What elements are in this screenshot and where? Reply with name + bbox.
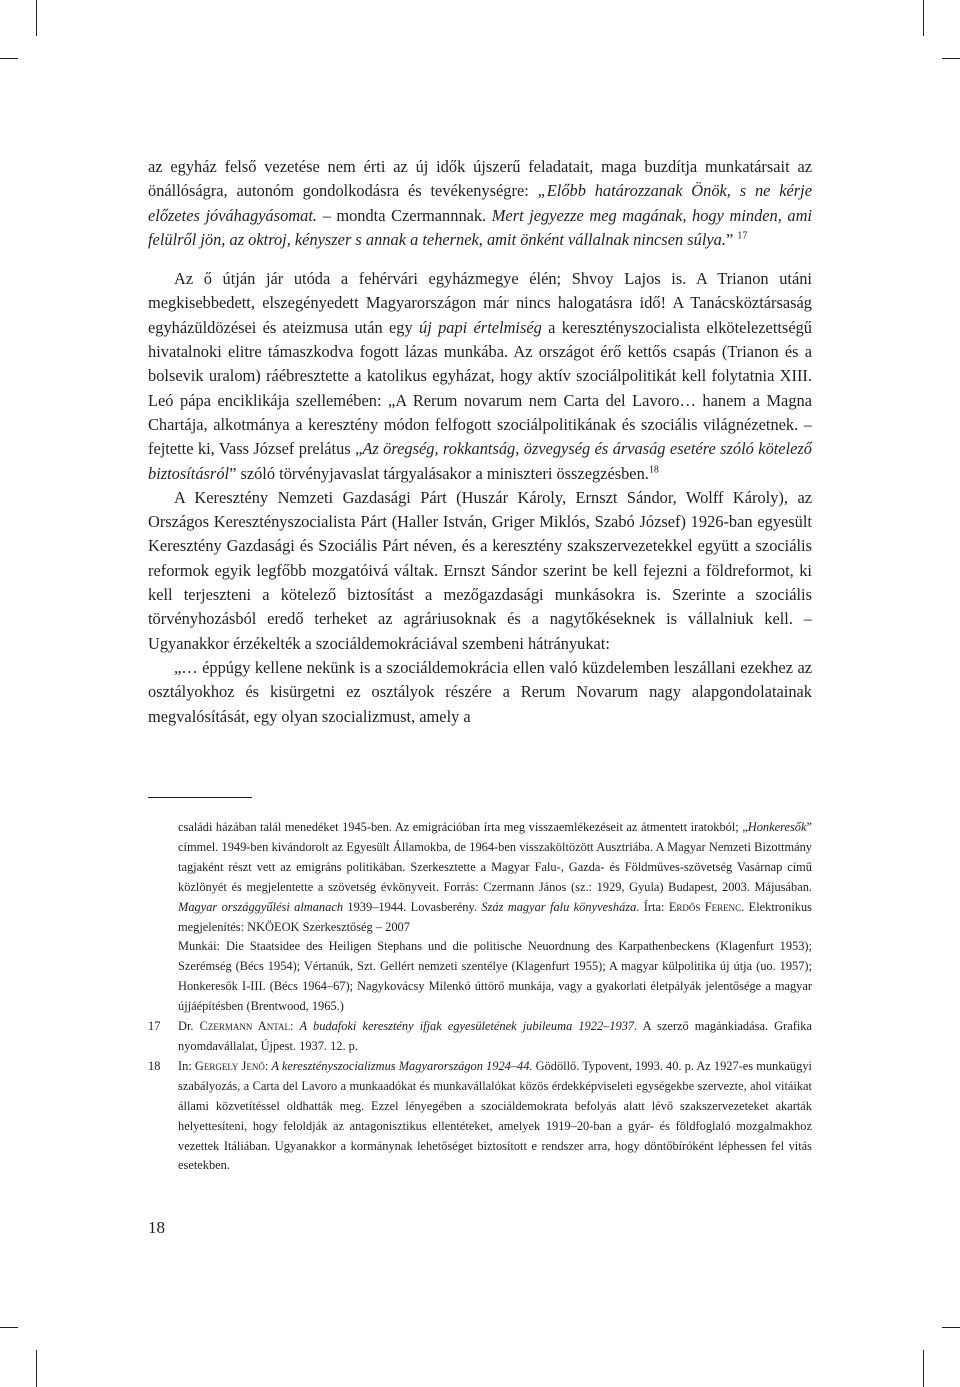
footnote-works: Munkái: Die Staatsidee des Heiligen Stephans und die politische Neuordnung des Karpathenbeckens (Klagenfurt 1953); Szerémség (Bécs 1954); Vértanúk, Szt. Gellért nemzeti szentélye (Klagenfurt 1955); A magyar külpolitika új útja (uo. 1957); Honkeresők I-III. (Bécs 1964–67); Nagykovácsy Milenkó úttörő munkája, vagy a gyakorlati életpályák jelentősége a magyar újjáépítésben (Brentwood, 1965.) bbox=[178, 939, 812, 1014]
text-span: In: bbox=[178, 1058, 195, 1073]
text-span: . Elektronikus megjelenítés: NKÖEOK Szerkesztőség – 2007 bbox=[178, 899, 812, 934]
crop-mark bbox=[923, 0, 924, 36]
footnotes bbox=[148, 818, 812, 1176]
text-span: . Írta: bbox=[636, 899, 669, 914]
paragraph-3: A Keresztény Nemzeti Gazdasági Párt (Huszár Károly, Ernszt Sándor, Wolff Károly), az Országos Keresztényszocialista Párt (Haller István, Griger Miklós, Szabó József) 1926-ban egyesült Keresztény Gazdasági és Szociális Párt néven, és a keresztény szakszervezetekkel együtt a szociális reformok egyik legfőbb mozgatóivá váltak. Ernszt Sándor szerint be kell fejezni a földreformot, ki kell terjeszteni a kötelező biztosítást a mezőgazdasági munkásokra is. Szerinte a szociális törvényhozásból eredő terheket az agráriusoknak és a nagytőkéseknek is vállalniuk kell. – Ugyanakkor érzékelték a szociáldemokráciával szembeni hátrányukat: bbox=[148, 487, 812, 653]
paragraph-1 bbox=[148, 155, 812, 252]
text-span: az egyház felső vezetése nem érti az új idők újszerű feladatait, maga buzdítja munkatársait az önállóságra, autonóm gondolkodásra és tevékenységre: bbox=[148, 157, 812, 201]
crop-mark bbox=[942, 58, 960, 59]
text-span: 1939–1944. Lovasberény. bbox=[343, 899, 482, 914]
page-number: 18 bbox=[148, 1218, 165, 1237]
italic-title: Magyar országgyűlési almanach bbox=[178, 899, 344, 914]
crop-mark bbox=[36, 1350, 37, 1387]
paragraph-2 bbox=[148, 267, 812, 486]
italic-title: Száz magyar falu könyvesháza bbox=[481, 899, 637, 914]
italic-title: Az öregség, rokkantság, özvegység és árvaság esetére szóló kötelező biztosításról bbox=[148, 439, 812, 483]
italic-term: új papi értelmiség bbox=[419, 317, 542, 337]
text-span: ” címmel. 1949-ben kivándorolt az Egyesült Államokba, de 1964-ben visszaköltözött Ausztriába. A Magyar Nemzeti Bizottmány tagjaként részt vett az emigráns politikában. Szerkesztette a Magyar Falu-, Gazda- és Földműves-szövetség Vasárnap című közlönyét és megjelentette a szövetség évkönyveit. Forrás: Czermann János (sz.: 1929, Gyula) Budapest, 2003. Májusában. bbox=[178, 820, 812, 894]
text-span: ” bbox=[725, 229, 738, 249]
text-span: családi házában talál menedéket 1945-ben. Az emigrációban írta meg visszaemlékezéseit az átmentett iratokból; „ bbox=[178, 820, 748, 834]
text-span: : bbox=[264, 1058, 272, 1073]
italic-title: A keresztényszocializmus Magyarországon 1924–44. bbox=[271, 1058, 533, 1073]
crop-mark bbox=[0, 58, 18, 59]
italic-title: Honkeresők bbox=[747, 820, 807, 834]
main-text bbox=[148, 155, 812, 729]
text-span: – mondta Czermannnak. bbox=[317, 205, 492, 225]
footnote-18 bbox=[148, 1057, 812, 1176]
footnote-rule bbox=[148, 797, 252, 798]
author-name: Erdős Ferenc bbox=[668, 899, 742, 914]
paragraph-4: „… éppúgy kellene nekünk is a szociáldemokrácia ellen való küzdelemben leszállani ezekhez az osztályokhoz és kisürgetni ez osztályok részére a Rerum Novarum nagy alapgondolatainak megvalósítását, egy olyan szocializmust, amely a bbox=[148, 657, 812, 726]
footnote-number: 17 bbox=[148, 1019, 161, 1034]
text-span: Az ő útján jár utóda a fehérvári egyházmegye élén; Shvoy Lajos is. A Trianon utáni megkisebbedett, elszegényedett Magyarországon már nincs halogatásra idő! A Tanácsköztársaság egyházüldözései és ateizmusa után egy bbox=[148, 269, 812, 337]
text-span: A szerző magánkiadása. Grafika nyomdavállalat, Újpest. 1937. 12. p. bbox=[178, 1019, 812, 1053]
author-name: Gergely Jenő bbox=[194, 1058, 265, 1073]
crop-mark bbox=[923, 1350, 924, 1387]
footnote-number: 18 bbox=[148, 1058, 161, 1073]
text-span: Dr. bbox=[178, 1019, 200, 1034]
footnote-continuation bbox=[148, 818, 812, 937]
quote-italic: „Előbb határozzanak Önök, s ne kérje előzetes jóváhagyásomat. bbox=[148, 181, 812, 225]
quote-italic: Mert jegyezze meg magának, hogy minden, ami felülről jön, az oktroj, kényszer s annak a tehernek, amit önként vállalnak nincsen súlya. bbox=[148, 205, 812, 249]
footnote-ref-17[interactable]: 17 bbox=[737, 230, 748, 242]
footnote-ref-18[interactable]: 18 bbox=[648, 464, 659, 476]
italic-title: A budafoki keresztény ifjak egyesületének jubileuma 1922–1937. bbox=[299, 1019, 638, 1034]
text-span: ” szóló törvényjavaslat tárgyalásakor a miniszteri összegzésben. bbox=[229, 463, 649, 483]
crop-mark bbox=[942, 1327, 960, 1328]
text-span: : bbox=[290, 1019, 300, 1034]
text-span: Gödöllő. Typovent, 1993. 40. p. Az 1927-es munkaügyi szabályozás, a Carta del Lavoro a munkaadókat és munkavállalókat közös érdekképviseleti egységekbe szervezte, ahol vitáikat állami közvetítéssel oldhatták meg. Ezzel lényegében a szociáldemokrata befolyás alatt lévő szakszervezeteket akarták helyettesíteni, hogy feloldják az antagonisztikus ellentéteket, amelyek 1919–20-ban a gyár- és földfoglaló mozgalmakhoz vezettek Itáliában. Ugyanakkor a kormánynak lehetőséget biztosított e rendszer arra, hogy döntőbíróként léphessen fel vitás esetekben. bbox=[178, 1058, 812, 1173]
crop-mark bbox=[36, 0, 37, 36]
crop-mark bbox=[0, 1327, 18, 1328]
author-name: Czermann Antal bbox=[199, 1019, 290, 1034]
footnote-17 bbox=[148, 1017, 812, 1057]
text-span: a keresztényszocialista elkötelezettségű hivatalnoki elitre támaszkodva fogott lázas munkába. Az országot érő kettős csapás (Trianon és a bolsevik uralom) ráébresztette a katolikus egyházat, hogy aktív szociálpolitikát kell folytatnia XIII. Leó pápa enciklikája szellemében: „A Rerum novarum nem Carta del Lavoro… hanem a Magna Chartája, alkotmánya a keresztény módon felfogott szociálpolitikának és szociális világnézetnek. – fejtette ki, Vass József prelátus „ bbox=[148, 317, 812, 459]
